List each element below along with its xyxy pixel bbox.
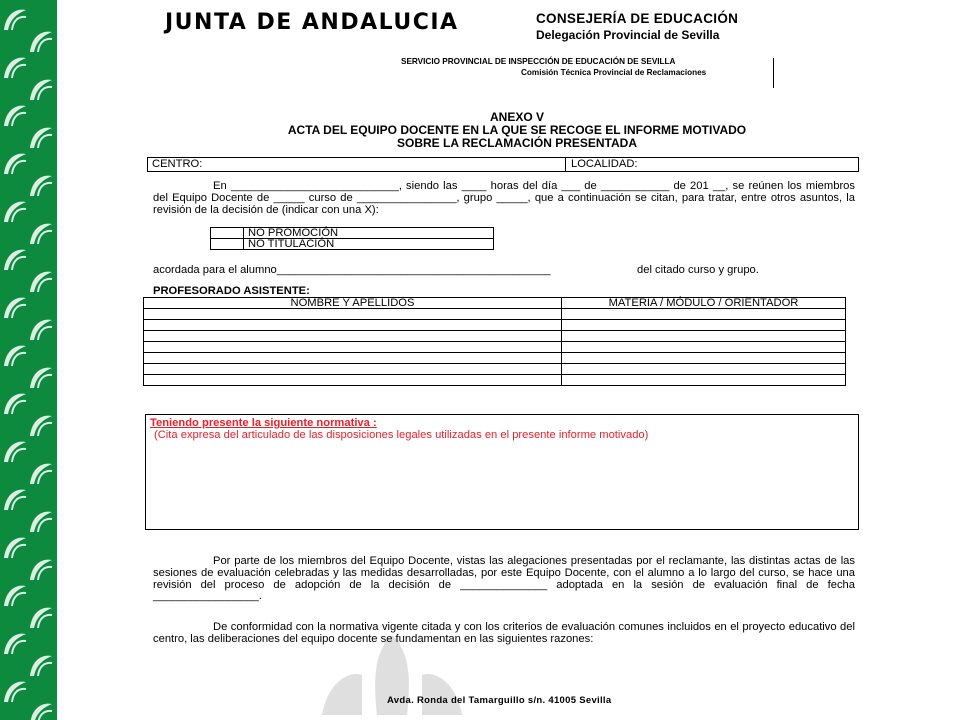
- razones-paragraph: De conformidad con la normativa vigente citada y con los criterios de evaluación comunes incluidos en el proyecto educativo del centro, las deliberaciones del equipo docente se fundamentan en las siguientes razones:: [153, 621, 855, 645]
- table-row: [144, 320, 846, 331]
- document-page: [57, 0, 960, 720]
- leaf-pattern-icon: [0, 0, 57, 720]
- leaf-stroke-icon: [12, 305, 26, 318]
- consejeria-title: CONSEJERÍA DE EDUCACIÓN: [536, 11, 739, 26]
- materia-cell[interactable]: [562, 342, 846, 353]
- option-label: NO PROMOCIÓN: [244, 228, 494, 239]
- delegacion-subtitle: Delegación Provincial de Sevilla: [536, 28, 720, 42]
- normativa-note: (Cita expresa del articulado de las disposiciones legales utilizadas en el presente informe motivado): [154, 429, 649, 441]
- leaf-stroke-icon: [12, 545, 26, 558]
- centro-localidad-box: [147, 157, 859, 172]
- materia-cell[interactable]: [562, 309, 846, 320]
- leaf-stroke-icon: [12, 113, 26, 126]
- leaf-stroke-icon: [38, 567, 52, 580]
- leaf-stroke-icon: [38, 663, 52, 676]
- document-title-line2: SOBRE LA RECLAMACIÓN PRESENTADA: [396, 136, 637, 150]
- leaf-stroke-icon: [12, 65, 26, 78]
- leaf-stroke-icon: [12, 401, 26, 414]
- normativa-title: Teniendo presente la siguiente normativa :: [150, 417, 377, 429]
- document-title-line1: ACTA DEL EQUIPO DOCENTE EN LA QUE SE RECOGE EL INFORME MOTIVADO: [287, 123, 747, 137]
- table-row: [144, 375, 846, 386]
- leaf-stroke-icon: [38, 231, 52, 244]
- leaf-stroke-icon: [38, 183, 52, 196]
- leaf-stroke-icon: [38, 39, 52, 52]
- leaf-stroke-icon: [12, 689, 26, 702]
- profesorado-heading: PROFESORADO ASISTENTE:: [153, 285, 310, 297]
- leaf-stroke-icon: [38, 375, 52, 388]
- leaf-stroke-icon: [38, 471, 52, 484]
- leaf-stroke-icon: [38, 327, 52, 340]
- leaf-stroke-icon: [38, 519, 52, 532]
- leaf-stroke-icon: [38, 135, 52, 148]
- sidebar-pattern: [0, 0, 57, 720]
- profesorado-table: [143, 297, 846, 386]
- materia-cell[interactable]: [562, 353, 846, 364]
- intro-paragraph: En ___________________________, siendo las ____ horas del día ___ de ___________ de 201 __, se reúnen los miembros del Equipo Docente de _____ curso de ________________, grupo _____, que a continuación se citan, para tratar, entre otros asuntos, la revisión de la decisión de (indicar con una X):: [153, 180, 855, 216]
- option-checkbox-cell[interactable]: [211, 239, 244, 250]
- leaf-stroke-icon: [12, 353, 26, 366]
- leaf-stroke-icon: [38, 279, 52, 292]
- materia-cell[interactable]: [562, 364, 846, 375]
- table-row: [144, 342, 846, 353]
- leaf-stroke-icon: [38, 711, 52, 720]
- table-row: [144, 331, 846, 342]
- footer-address: Avda. Ronda del Tamarguillo s/n. 41005 Sevilla: [387, 695, 612, 706]
- box-divider: [565, 158, 566, 171]
- nombre-cell[interactable]: [144, 331, 562, 342]
- nombre-cell[interactable]: [144, 353, 562, 364]
- alumno-line: acordada para el alumno____________________________________________: [153, 264, 551, 276]
- leaf-stroke-icon: [12, 497, 26, 510]
- option-row: [211, 239, 494, 250]
- servicio-label: SERVICIO PROVINCIAL DE INSPECCIÓN DE EDUCACIÓN DE SEVILLA: [401, 57, 676, 66]
- normativa-box: [145, 414, 859, 530]
- comision-label: Comisión Técnica Provincial de Reclamaciones: [521, 68, 707, 77]
- leaf-stroke-icon: [12, 17, 26, 30]
- header-divider: [773, 58, 774, 88]
- nombre-cell[interactable]: [144, 375, 562, 386]
- column-header-materia: MATERIA / MÓDULO / ORIENTADOR: [562, 298, 846, 309]
- materia-cell[interactable]: [562, 320, 846, 331]
- materia-cell[interactable]: [562, 331, 846, 342]
- nombre-cell[interactable]: [144, 320, 562, 331]
- revision-paragraph: Por parte de los miembros del Equipo Docente, vistas las alegaciones presentadas por el reclamante, las distintas actas de las sesiones de evaluación celebradas y las medidas desarrolladas, por este Equipo Docente, con el alumno a lo largo del curso, se hace una revisión del proceso de adopción de la decisión de ______________ adoptada en la sesión de evaluación final de fecha _________________.: [153, 555, 855, 603]
- table-header-row: [144, 298, 846, 309]
- junta-logo-text: JUNTA DE ANDALUCIA: [165, 10, 459, 35]
- leaf-stroke-icon: [38, 423, 52, 436]
- leaf-stroke-icon: [12, 161, 26, 174]
- nombre-cell[interactable]: [144, 342, 562, 353]
- annex-title: ANEXO V: [489, 110, 544, 124]
- table-row: [144, 353, 846, 364]
- localidad-label: LOCALIDAD:: [571, 158, 638, 170]
- nombre-cell[interactable]: [144, 364, 562, 375]
- leaf-stroke-icon: [12, 593, 26, 606]
- materia-cell[interactable]: [562, 375, 846, 386]
- leaf-stroke-icon: [38, 87, 52, 100]
- leaf-stroke-icon: [38, 615, 52, 628]
- decision-options-table: [210, 227, 494, 250]
- leaf-stroke-icon: [12, 209, 26, 222]
- leaf-stroke-icon: [12, 257, 26, 270]
- alumno-suffix: del citado curso y grupo.: [637, 264, 759, 276]
- option-row: [211, 228, 494, 239]
- table-row: [144, 309, 846, 320]
- option-checkbox-cell[interactable]: [211, 228, 244, 239]
- leaf-stroke-icon: [12, 449, 26, 462]
- option-label: NO TITULACIÓN: [244, 239, 494, 250]
- nombre-cell[interactable]: [144, 309, 562, 320]
- centro-label: CENTRO:: [152, 158, 203, 170]
- table-row: [144, 364, 846, 375]
- leaf-stroke-icon: [12, 641, 26, 654]
- column-header-nombre: NOMBRE Y APELLIDOS: [144, 298, 562, 309]
